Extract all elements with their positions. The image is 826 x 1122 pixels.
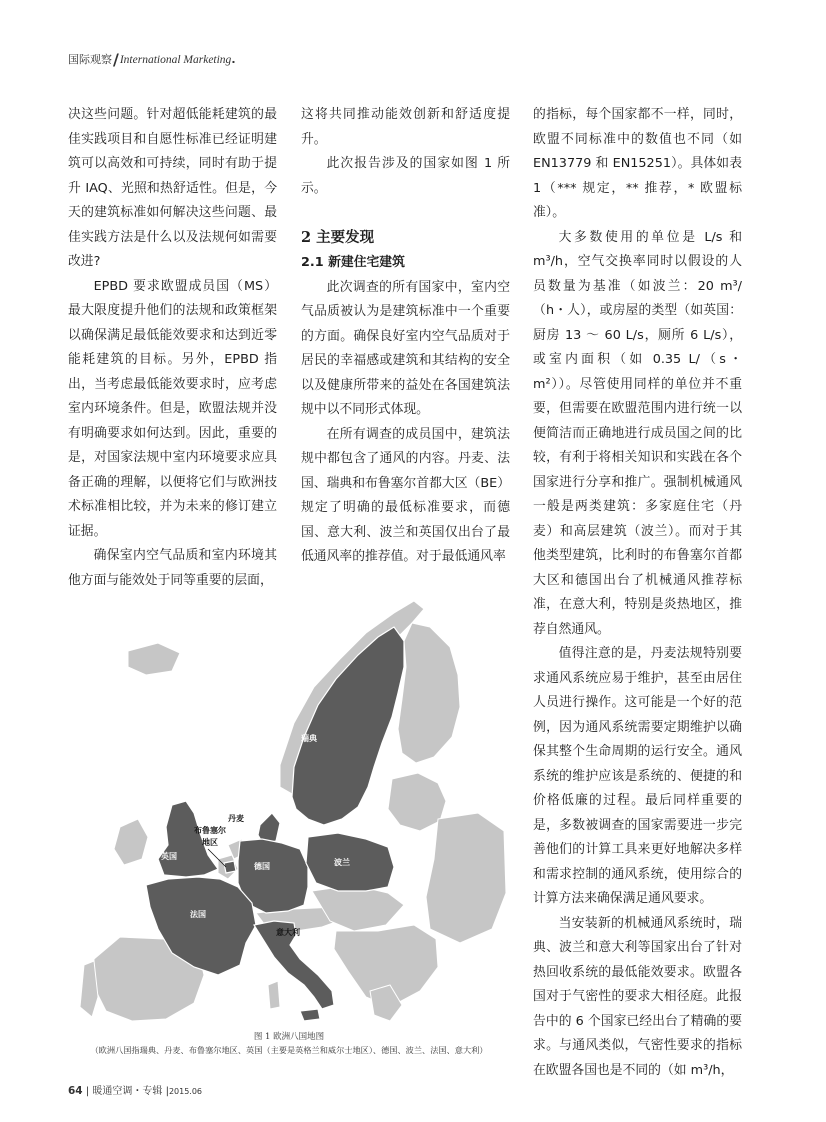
paragraph: 当安装新的机械通风系统时，瑞典、波兰和意大利等国家出台了针对热回收系统的最低能效要求。欧盟各国对于气密性的要求大相径庭。此报告中的 6 个国家已经出台了精确的要求。与通风类似，气密性要求的指标在欧盟各国也是不同的（如 m³/h，: [533, 915, 742, 1078]
text-column-3: [533, 103, 742, 1083]
map-label-denmark: 丹麦: [228, 814, 244, 823]
map-label-france: 法国: [190, 910, 206, 919]
figure-caption-note: （欧洲八国指瑞典、丹麦、布鲁塞尔地区、英国（主要是英格兰和威尔士地区）、德国、波兰、法国、意大利）: [90, 1045, 488, 1055]
map-poland: [306, 833, 394, 891]
europe-map: [68, 587, 510, 1027]
map-finland: [398, 623, 460, 763]
map-belarus-ukraine: [426, 813, 506, 943]
map-label-germany: 德国: [254, 862, 270, 871]
header-dot: .: [231, 53, 236, 66]
map-label-brussels-line2: 地区: [202, 838, 218, 847]
footer-separator: |: [85, 1086, 90, 1097]
text-column-1: [68, 103, 277, 593]
paragraph: 在所有调查的成员国中，建筑法规中都包含了通风的内容。丹麦、法国、瑞典和布鲁塞尔首都大区（BE）规定了明确的最低标准要求，而德国、意大利、波兰和英国仅出台了最低通风率的推荐值。对于最低通风率: [301, 426, 510, 564]
header-section-cn: 国际观察: [68, 53, 112, 66]
map-label-uk: 英国: [161, 852, 177, 861]
section-gap: [301, 201, 510, 225]
paragraph: 大多数使用的单位是 L/s 和 m³/h，空气交换率同时以假设的人员数量为基准（如波兰：20 m³/（h・人），或房屋的类型（如英国：厨房 13 ～ 60 L/s，厕所 6 L/s），或室内面积（如 0.35 L/（s・m²））。尽管使用同样的单位并不重要，但需要在欧盟范围内进行统一以便简洁而正确地进行成员国之间的比较，有利于将相关知识和实践在各个国家进行分享和推广。强制机械通风一般是两类建筑：多家庭住宅（丹麦）和高层建筑（波兰）。而对于其他类型建筑，比利时的布鲁塞尔首都大区和德国出台了机械通风推荐标准，在意大利，特别是炎热地区，推荐自然通风。: [533, 229, 742, 637]
map-sardinia: [268, 981, 280, 1009]
header-section-en: International Marketing: [119, 54, 232, 66]
map-label-brussels-line1: 布鲁塞尔: [194, 826, 226, 835]
page-footer: [68, 1082, 202, 1097]
map-portugal: [80, 961, 98, 1017]
figure-caption-title: 图 1 欧洲八国地图: [253, 1032, 325, 1042]
running-header: [68, 50, 236, 69]
map-label-sweden: 瑞典: [301, 734, 317, 743]
map-iceland: [128, 643, 180, 675]
issue-date: 2015.06: [168, 1087, 203, 1096]
text-column-2: [301, 103, 510, 570]
paragraph: 值得注意的是，丹麦法规特别要求通风系统应易于维护，甚至由居住人员进行操作。这可能是一个好的范例，因为通风系统需要定期维护以确保其整个生命周期的运行安全。通风系统的维护应该是系统的、便捷的和价格低廉的过程。最后同样重要的是，多数被调查的国家需要进一步完善他们的计算工具来更好地解决多样和需求控制的通风系统，使用综合的计算方法来确保满足通风要求。: [533, 646, 742, 906]
map-label-poland: 波兰: [334, 858, 350, 867]
journal-name: 暖通空调・专辑: [92, 1086, 163, 1097]
paragraph: EPBD 要求欧盟成员国（MS）最大限度提升他们的法规和政策框架以确保满足最低能效要求和达到近零能耗建筑的目标。另外，EPBD 指出，当考虑最低能效要求时，应考虑室内环境条件。但是，欧盟法规并没有明确要求如何达到。因此，重要的是，对国家法规中室内环境要求应具备正确的理解，以便将它们与欧洲技术标准相比较，并为未来的修订建立证据。: [68, 278, 277, 539]
paragraph: 此次调查的所有国家中，室内空气品质被认为是建筑标准中一个重要的方面。确保良好室内空气品质对于居民的幸福感或建筑和其结构的安全以及健康所带来的益处在各国建筑法规中以不同形式体现。: [301, 279, 510, 417]
paragraph: 此次报告涉及的国家如图 1 所示。: [301, 156, 510, 196]
section-heading: 2 主要发现: [301, 229, 375, 246]
page-number: 64: [68, 1085, 83, 1097]
paragraph: 的指标，每个国家都不一样，同时，欧盟不同标准中的数值也不同（如 EN13779 和 EN15251）。具体如表 1（*** 规定，** 推荐，* 欧盟标准）。: [533, 107, 742, 220]
paragraph: 决这些问题。针对超低能耗建筑的最佳实践项目和自愿性标准已经证明建筑可以高效和可持续，同时有助于提升 IAQ、光照和热舒适性。但是，今天的建筑标准如何解决这些问题、最佳实践方法是什么以及法规何如需要改进?: [68, 107, 277, 269]
subsection-heading: 2.1 新建住宅建筑: [301, 255, 405, 270]
header-slash-mark: /: [113, 50, 119, 69]
map-ireland: [114, 819, 148, 865]
europe-map-figure: [68, 587, 510, 1027]
map-sicily: [300, 1009, 320, 1021]
footer-separator: |: [165, 1086, 169, 1097]
paragraph: 这将共同推动能效创新和舒适度提升。: [301, 107, 510, 147]
paragraph: 确保室内空气品质和室内环境其他方面与能效处于同等重要的层面，: [68, 548, 277, 588]
map-label-italy: 意大利: [276, 928, 300, 937]
